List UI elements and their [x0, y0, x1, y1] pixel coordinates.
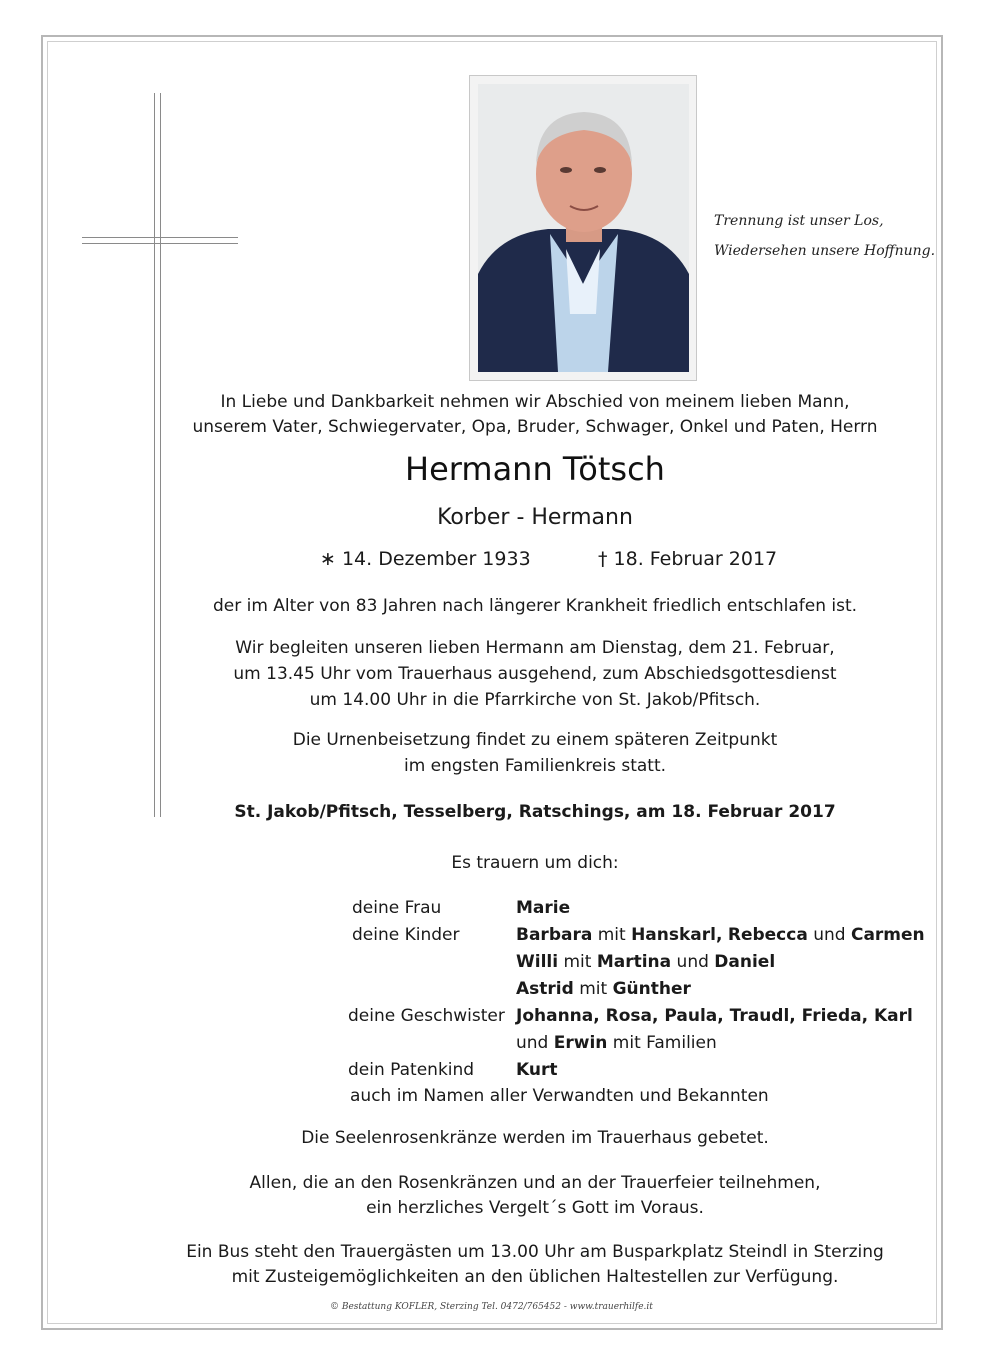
funeral-line-2: um 13.45 Uhr vom Trauerhaus ausgehend, zum Abschiedsgottesdienst — [233, 664, 837, 684]
label-geschwister: deine Geschwister — [348, 1006, 505, 1026]
label-kinder: deine Kinder — [352, 925, 460, 945]
kinder-line-2: Willi mit Martina und Daniel — [516, 952, 776, 972]
footer-credit: © Bestattung KOFLER, Sterzing Tel. 0472/765452 - www.trauerhilfe.it — [330, 1302, 653, 1312]
mourners-heading: Es trauern um dich: — [451, 853, 619, 873]
label-frau: deine Frau — [352, 898, 442, 918]
bus-line-2: mit Zusteigemöglichkeiten an den üblichen Haltestellen zur Verfügung. — [231, 1267, 839, 1287]
age-line: der im Alter von 83 Jahren nach längerer Krankheit friedlich entschlafen ist. — [212, 596, 858, 616]
name-patenkind: Kurt — [516, 1060, 558, 1080]
kinder-line-3: Astrid mit Günther — [516, 979, 691, 999]
place-date: St. Jakob/Pfitsch, Tesselberg, Ratschings, am 18. Februar 2017 — [234, 802, 836, 822]
thanks-line-1: Allen, die an den Rosenkränzen und an der Trauerfeier teilnehmen, — [249, 1173, 821, 1193]
deceased-name: Hermann Tötsch — [405, 450, 665, 488]
portrait-photo — [478, 84, 689, 372]
urn-line-1: Die Urnenbeisetzung findet zu einem späteren Zeitpunkt — [292, 730, 778, 750]
bus-line-1: Ein Bus steht den Trauergästen um 13.00 Uhr am Busparkplatz Steindl in Sterzing — [186, 1242, 884, 1262]
quote-line-1: Trennung ist unser Los, — [714, 213, 884, 229]
death-date: † 18. Februar 2017 — [598, 548, 778, 570]
funeral-line-3: um 14.00 Uhr in die Pfarrkirche von St. Jakob/Pfitsch. — [309, 690, 761, 710]
birth-date: ∗ 14. Dezember 1933 — [320, 548, 531, 570]
urn-line-2: im engsten Familienkreis statt. — [403, 756, 667, 776]
relatives-line: auch im Namen aller Verwandten und Bekannten — [350, 1086, 769, 1106]
kinder-line-1: Barbara mit Hanskarl, Rebecca und Carmen — [516, 925, 925, 945]
geschwister-line-1: Johanna, Rosa, Paula, Traudl, Frieda, Karl — [516, 1006, 913, 1026]
label-patenkind: dein Patenkind — [348, 1060, 475, 1080]
rosary-line: Die Seelenrosenkränze werden im Trauerhaus gebetet. — [301, 1128, 769, 1148]
funeral-line-1: Wir begleiten unseren lieben Hermann am Dienstag, dem 21. Februar, — [235, 638, 835, 658]
quote — [714, 206, 944, 266]
geschwister-line-2: und Erwin mit Familien — [516, 1033, 717, 1053]
deceased-nickname: Korber - Hermann — [437, 505, 633, 530]
intro-line-2: unserem Vater, Schwiegervater, Opa, Bruder, Schwager, Onkel und Paten, Herrn — [192, 417, 878, 437]
name-frau: Marie — [516, 898, 571, 918]
intro-line-1: In Liebe und Dankbarkeit nehmen wir Abschied von meinem lieben Mann, — [220, 392, 850, 412]
quote-line-2: Wiedersehen unsere Hoffnung. — [714, 243, 936, 259]
thanks-line-2: ein herzliches Vergelt´s Gott im Voraus. — [366, 1198, 704, 1218]
